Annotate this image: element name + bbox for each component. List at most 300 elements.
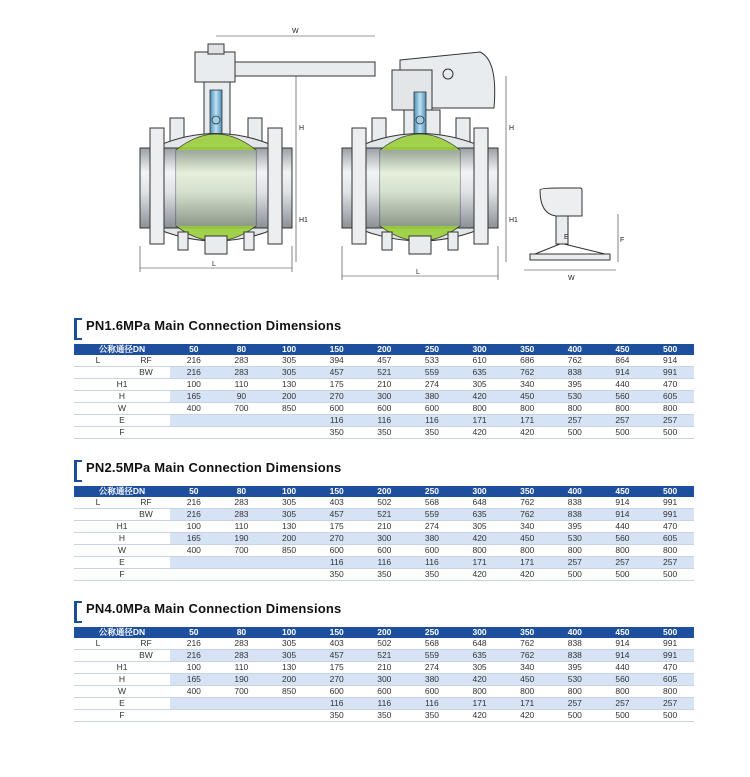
- table-cell: 274: [408, 379, 456, 391]
- table-cell: 800: [599, 403, 647, 415]
- table-cell: 190: [218, 533, 266, 545]
- header-dn-value: 50: [170, 627, 218, 638]
- table-cell: 530: [551, 674, 599, 686]
- table-cell: 470: [646, 379, 694, 391]
- table-cell: 380: [408, 391, 456, 403]
- table-cell: 350: [408, 427, 456, 439]
- table-cell: 350: [361, 710, 409, 722]
- table-cell: [265, 698, 313, 710]
- header-dn-value: 50: [170, 344, 218, 355]
- row-label: E: [74, 415, 170, 427]
- table-cell: 395: [551, 521, 599, 533]
- dim-label-e: E: [564, 234, 569, 241]
- table-cell: 991: [646, 650, 694, 662]
- table-cell: [218, 569, 266, 581]
- table-row: [74, 379, 694, 391]
- table-cell: 270: [313, 533, 361, 545]
- table-cell: 991: [646, 638, 694, 650]
- table-cell: 420: [456, 391, 504, 403]
- table-cell: 175: [313, 662, 361, 674]
- table-cell: 450: [503, 391, 551, 403]
- table-cell: [170, 698, 218, 710]
- header-dn-value: 500: [646, 486, 694, 497]
- table-header-row: [74, 627, 694, 638]
- dim-label-h1-left: H1: [299, 217, 308, 224]
- table-cell: 130: [265, 521, 313, 533]
- table-cell: 605: [646, 391, 694, 403]
- table-cell: 350: [313, 427, 361, 439]
- row-label: L: [74, 497, 122, 509]
- table-cell: 850: [265, 686, 313, 698]
- table-cell: 457: [313, 509, 361, 521]
- table-cell: 116: [408, 557, 456, 569]
- table-cell: 440: [599, 379, 647, 391]
- row-label: [74, 509, 122, 521]
- table-cell: 420: [456, 533, 504, 545]
- table-cell: 350: [361, 569, 409, 581]
- table-cell: 210: [361, 521, 409, 533]
- table-header-row: [74, 486, 694, 497]
- header-dn-value: 250: [408, 344, 456, 355]
- table-cell: 394: [313, 355, 361, 367]
- table-cell: 991: [646, 497, 694, 509]
- table-cell: 283: [218, 509, 266, 521]
- table-cell: 305: [265, 367, 313, 379]
- dimension-table: [74, 486, 694, 581]
- table-cell: 800: [646, 403, 694, 415]
- table-cell: 165: [170, 391, 218, 403]
- table-cell: 559: [408, 509, 456, 521]
- header-dn-value: 200: [361, 344, 409, 355]
- table-header-row: [74, 344, 694, 355]
- table-cell: 171: [503, 698, 551, 710]
- row-sublabel: BW: [122, 650, 170, 662]
- table-cell: 270: [313, 674, 361, 686]
- table-cell: 171: [456, 557, 504, 569]
- bracket-icon: [74, 601, 82, 623]
- table-cell: 914: [646, 355, 694, 367]
- table-cell: 305: [265, 509, 313, 521]
- table-cell: 560: [599, 391, 647, 403]
- header-dn-value: 80: [218, 486, 266, 497]
- table-cell: 635: [456, 367, 504, 379]
- header-dn-value: 400: [551, 627, 599, 638]
- table-cell: 257: [599, 698, 647, 710]
- table-cell: 850: [265, 403, 313, 415]
- table-cell: 350: [408, 569, 456, 581]
- table-cell: 283: [218, 355, 266, 367]
- table-cell: 800: [646, 545, 694, 557]
- header-dn-value: 200: [361, 486, 409, 497]
- table-cell: 521: [361, 650, 409, 662]
- table-cell: 380: [408, 533, 456, 545]
- table-cell: 100: [170, 521, 218, 533]
- row-label: L: [74, 638, 122, 650]
- table-cell: 165: [170, 674, 218, 686]
- table-cell: 500: [599, 427, 647, 439]
- table-cell: 90: [218, 391, 266, 403]
- dimension-table: [74, 627, 694, 722]
- header-dn-value: 500: [646, 627, 694, 638]
- table-cell: 420: [503, 710, 551, 722]
- header-dn-value: 150: [313, 486, 361, 497]
- header-dn-value: 80: [218, 627, 266, 638]
- table-cell: 440: [599, 521, 647, 533]
- table-cell: 838: [551, 509, 599, 521]
- table-cell: 635: [456, 650, 504, 662]
- table-cell: 800: [646, 686, 694, 698]
- table-cell: 350: [408, 710, 456, 722]
- table-cell: 762: [551, 355, 599, 367]
- table-cell: 130: [265, 379, 313, 391]
- row-sublabel: RF: [122, 497, 170, 509]
- table-cell: 686: [503, 355, 551, 367]
- dimension-table: [74, 344, 694, 439]
- table-cell: 502: [361, 497, 409, 509]
- table-cell: 800: [456, 686, 504, 698]
- table-cell: 100: [170, 379, 218, 391]
- table-cell: 500: [551, 427, 599, 439]
- dim-label-f: F: [620, 237, 625, 244]
- table-cell: 130: [265, 662, 313, 674]
- table-cell: 403: [313, 638, 361, 650]
- table-cell: 403: [313, 497, 361, 509]
- table-cell: 283: [218, 638, 266, 650]
- table-cell: 305: [456, 379, 504, 391]
- table-cell: 914: [599, 497, 647, 509]
- table-cell: 110: [218, 662, 266, 674]
- table-cell: 800: [599, 686, 647, 698]
- table-cell: 762: [503, 509, 551, 521]
- table-cell: 500: [646, 710, 694, 722]
- header-dn-value: 100: [265, 486, 313, 497]
- table-cell: 450: [503, 533, 551, 545]
- table-cell: 165: [170, 533, 218, 545]
- table-cell: 274: [408, 521, 456, 533]
- dim-label-l-right: L: [416, 269, 420, 276]
- table-cell: 568: [408, 638, 456, 650]
- table-cell: 216: [170, 638, 218, 650]
- table-cell: [265, 710, 313, 722]
- table-cell: 500: [599, 569, 647, 581]
- table-cell: 800: [551, 686, 599, 698]
- table-cell: 257: [551, 557, 599, 569]
- header-dn-value: 450: [599, 344, 647, 355]
- table-cell: 648: [456, 638, 504, 650]
- table-cell: 257: [599, 415, 647, 427]
- table-cell: 559: [408, 650, 456, 662]
- table-cell: 568: [408, 497, 456, 509]
- valve-technical-drawing: [0, 0, 750, 300]
- table-cell: 600: [408, 686, 456, 698]
- table-cell: 420: [503, 427, 551, 439]
- table-row: [74, 557, 694, 569]
- table-cell: 110: [218, 379, 266, 391]
- table-cell: 800: [599, 545, 647, 557]
- table-cell: 559: [408, 367, 456, 379]
- section-pn25: [74, 458, 694, 581]
- section-heading: [74, 316, 694, 338]
- row-label: W: [74, 545, 170, 557]
- table-cell: 500: [646, 427, 694, 439]
- table-cell: 500: [599, 710, 647, 722]
- table-cell: [170, 569, 218, 581]
- table-cell: 700: [218, 545, 266, 557]
- table-cell: 457: [313, 367, 361, 379]
- table-row: [74, 509, 694, 521]
- table-cell: 800: [456, 545, 504, 557]
- table-row: [74, 403, 694, 415]
- table-cell: 305: [265, 497, 313, 509]
- table-cell: 340: [503, 662, 551, 674]
- dim-label-w-left: W: [292, 28, 299, 35]
- lever-valve-drawing: [140, 36, 375, 272]
- header-dn-value: 50: [170, 486, 218, 497]
- table-cell: 257: [599, 557, 647, 569]
- table-cell: 210: [361, 379, 409, 391]
- table-cell: 190: [218, 674, 266, 686]
- header-dn-value: 100: [265, 627, 313, 638]
- table-cell: 457: [313, 650, 361, 662]
- table-cell: 340: [503, 379, 551, 391]
- table-cell: 216: [170, 355, 218, 367]
- table-cell: 350: [313, 569, 361, 581]
- table-cell: 635: [456, 509, 504, 521]
- table-cell: 257: [646, 557, 694, 569]
- table-cell: 350: [361, 427, 409, 439]
- table-cell: 305: [456, 521, 504, 533]
- table-cell: 600: [313, 403, 361, 415]
- header-dn-value: 400: [551, 344, 599, 355]
- row-sublabel: RF: [122, 355, 170, 367]
- table-row: [74, 638, 694, 650]
- table-cell: 305: [265, 355, 313, 367]
- table-cell: 400: [170, 403, 218, 415]
- table-row: [74, 497, 694, 509]
- table-cell: 200: [265, 674, 313, 686]
- table-cell: 171: [503, 557, 551, 569]
- table-cell: 200: [265, 391, 313, 403]
- table-cell: 762: [503, 650, 551, 662]
- row-label: H1: [74, 521, 170, 533]
- header-dn-value: 350: [503, 486, 551, 497]
- table-row: [74, 355, 694, 367]
- table-cell: 216: [170, 497, 218, 509]
- table-cell: 175: [313, 521, 361, 533]
- table-cell: 560: [599, 674, 647, 686]
- header-dn-value: 350: [503, 344, 551, 355]
- table-cell: [218, 415, 266, 427]
- row-label: E: [74, 557, 170, 569]
- section-title: PN1.6MPa Main Connection Dimensions: [86, 318, 342, 333]
- table-cell: 521: [361, 367, 409, 379]
- dim-label-h-right: H: [509, 125, 515, 132]
- section-pn16: [74, 316, 694, 439]
- table-cell: 838: [551, 650, 599, 662]
- table-cell: 600: [313, 686, 361, 698]
- row-label: W: [74, 403, 170, 415]
- table-cell: 216: [170, 650, 218, 662]
- table-cell: 800: [551, 403, 599, 415]
- table-cell: 171: [456, 415, 504, 427]
- section-heading: [74, 458, 694, 480]
- table-cell: 274: [408, 662, 456, 674]
- header-dn-value: 300: [456, 627, 504, 638]
- table-cell: 600: [313, 545, 361, 557]
- row-label: H1: [74, 662, 170, 674]
- header-dn-value: 450: [599, 486, 647, 497]
- table-cell: 116: [361, 557, 409, 569]
- header-dn-value: 200: [361, 627, 409, 638]
- table-cell: [265, 427, 313, 439]
- table-cell: 300: [361, 674, 409, 686]
- table-cell: 800: [503, 545, 551, 557]
- table-cell: 171: [456, 698, 504, 710]
- table-cell: 600: [361, 545, 409, 557]
- table-row: [74, 650, 694, 662]
- row-label: F: [74, 710, 170, 722]
- table-cell: 216: [170, 367, 218, 379]
- header-dn-value: 400: [551, 486, 599, 497]
- table-cell: 300: [361, 533, 409, 545]
- table-cell: 500: [551, 569, 599, 581]
- row-sublabel: BW: [122, 509, 170, 521]
- dim-label-l-left: L: [212, 261, 216, 268]
- table-row: [74, 391, 694, 403]
- table-cell: 521: [361, 509, 409, 521]
- table-row: [74, 533, 694, 545]
- table-row: [74, 415, 694, 427]
- table-cell: 914: [599, 509, 647, 521]
- table-cell: 420: [456, 710, 504, 722]
- table-cell: [170, 710, 218, 722]
- header-dn-label: 公称通径DN: [74, 344, 170, 355]
- table-cell: 850: [265, 545, 313, 557]
- table-cell: 257: [646, 698, 694, 710]
- section-pn40: [74, 599, 694, 722]
- table-cell: 257: [551, 698, 599, 710]
- dim-label-h-left: H: [299, 125, 305, 132]
- table-cell: 420: [456, 427, 504, 439]
- table-cell: 800: [503, 403, 551, 415]
- header-dn-value: 300: [456, 344, 504, 355]
- table-cell: 216: [170, 509, 218, 521]
- table-cell: 762: [503, 497, 551, 509]
- table-cell: 600: [408, 545, 456, 557]
- table-cell: 257: [551, 415, 599, 427]
- table-cell: 283: [218, 367, 266, 379]
- header-dn-value: 300: [456, 486, 504, 497]
- dim-label-w-small: W: [568, 275, 575, 282]
- row-label: F: [74, 427, 170, 439]
- table-cell: 283: [218, 497, 266, 509]
- header-dn-value: 350: [503, 627, 551, 638]
- header-dn-value: 250: [408, 627, 456, 638]
- row-label: L: [74, 355, 122, 367]
- table-cell: 340: [503, 521, 551, 533]
- table-row: [74, 521, 694, 533]
- table-cell: 700: [218, 403, 266, 415]
- table-cell: [218, 427, 266, 439]
- table-cell: [265, 557, 313, 569]
- table-cell: 648: [456, 497, 504, 509]
- table-cell: 600: [408, 403, 456, 415]
- table-cell: 914: [599, 638, 647, 650]
- table-row: [74, 710, 694, 722]
- row-label: H: [74, 391, 170, 403]
- table-cell: 560: [599, 533, 647, 545]
- table-cell: [218, 698, 266, 710]
- table-cell: 450: [503, 674, 551, 686]
- row-sublabel: RF: [122, 638, 170, 650]
- table-cell: 420: [456, 569, 504, 581]
- table-cell: 500: [551, 710, 599, 722]
- table-cell: 600: [361, 686, 409, 698]
- table-row: [74, 698, 694, 710]
- table-cell: 991: [646, 367, 694, 379]
- table-cell: 533: [408, 355, 456, 367]
- row-label: [74, 367, 122, 379]
- table-cell: 283: [218, 650, 266, 662]
- header-dn-value: 100: [265, 344, 313, 355]
- bracket-icon: [74, 318, 82, 340]
- bracket-icon: [74, 460, 82, 482]
- table-cell: 838: [551, 638, 599, 650]
- table-cell: 610: [456, 355, 504, 367]
- table-cell: [218, 557, 266, 569]
- header-dn-label: 公称通径DN: [74, 486, 170, 497]
- table-cell: 110: [218, 521, 266, 533]
- table-cell: 457: [361, 355, 409, 367]
- table-cell: 116: [313, 415, 361, 427]
- table-cell: 762: [503, 367, 551, 379]
- table-cell: 395: [551, 662, 599, 674]
- header-dn-value: 500: [646, 344, 694, 355]
- table-row: [74, 686, 694, 698]
- header-dn-value: 150: [313, 344, 361, 355]
- table-cell: 914: [599, 367, 647, 379]
- table-cell: 116: [408, 415, 456, 427]
- row-label: W: [74, 686, 170, 698]
- table-row: [74, 662, 694, 674]
- table-cell: 700: [218, 686, 266, 698]
- header-dn-value: 250: [408, 486, 456, 497]
- table-cell: 914: [599, 650, 647, 662]
- table-cell: 400: [170, 545, 218, 557]
- table-row: [74, 545, 694, 557]
- table-cell: [170, 415, 218, 427]
- table-row: [74, 569, 694, 581]
- header-dn-value: 450: [599, 627, 647, 638]
- table-row: [74, 427, 694, 439]
- table-cell: [265, 415, 313, 427]
- row-sublabel: BW: [122, 367, 170, 379]
- row-label: H: [74, 674, 170, 686]
- row-label: F: [74, 569, 170, 581]
- row-label: E: [74, 698, 170, 710]
- table-cell: 420: [456, 674, 504, 686]
- table-cell: 420: [503, 569, 551, 581]
- row-label: H: [74, 533, 170, 545]
- table-cell: 800: [503, 686, 551, 698]
- table-cell: 305: [265, 638, 313, 650]
- header-dn-value: 80: [218, 344, 266, 355]
- table-cell: 175: [313, 379, 361, 391]
- table-cell: 116: [313, 698, 361, 710]
- row-label: H1: [74, 379, 170, 391]
- table-cell: 350: [313, 710, 361, 722]
- header-dn-value: 150: [313, 627, 361, 638]
